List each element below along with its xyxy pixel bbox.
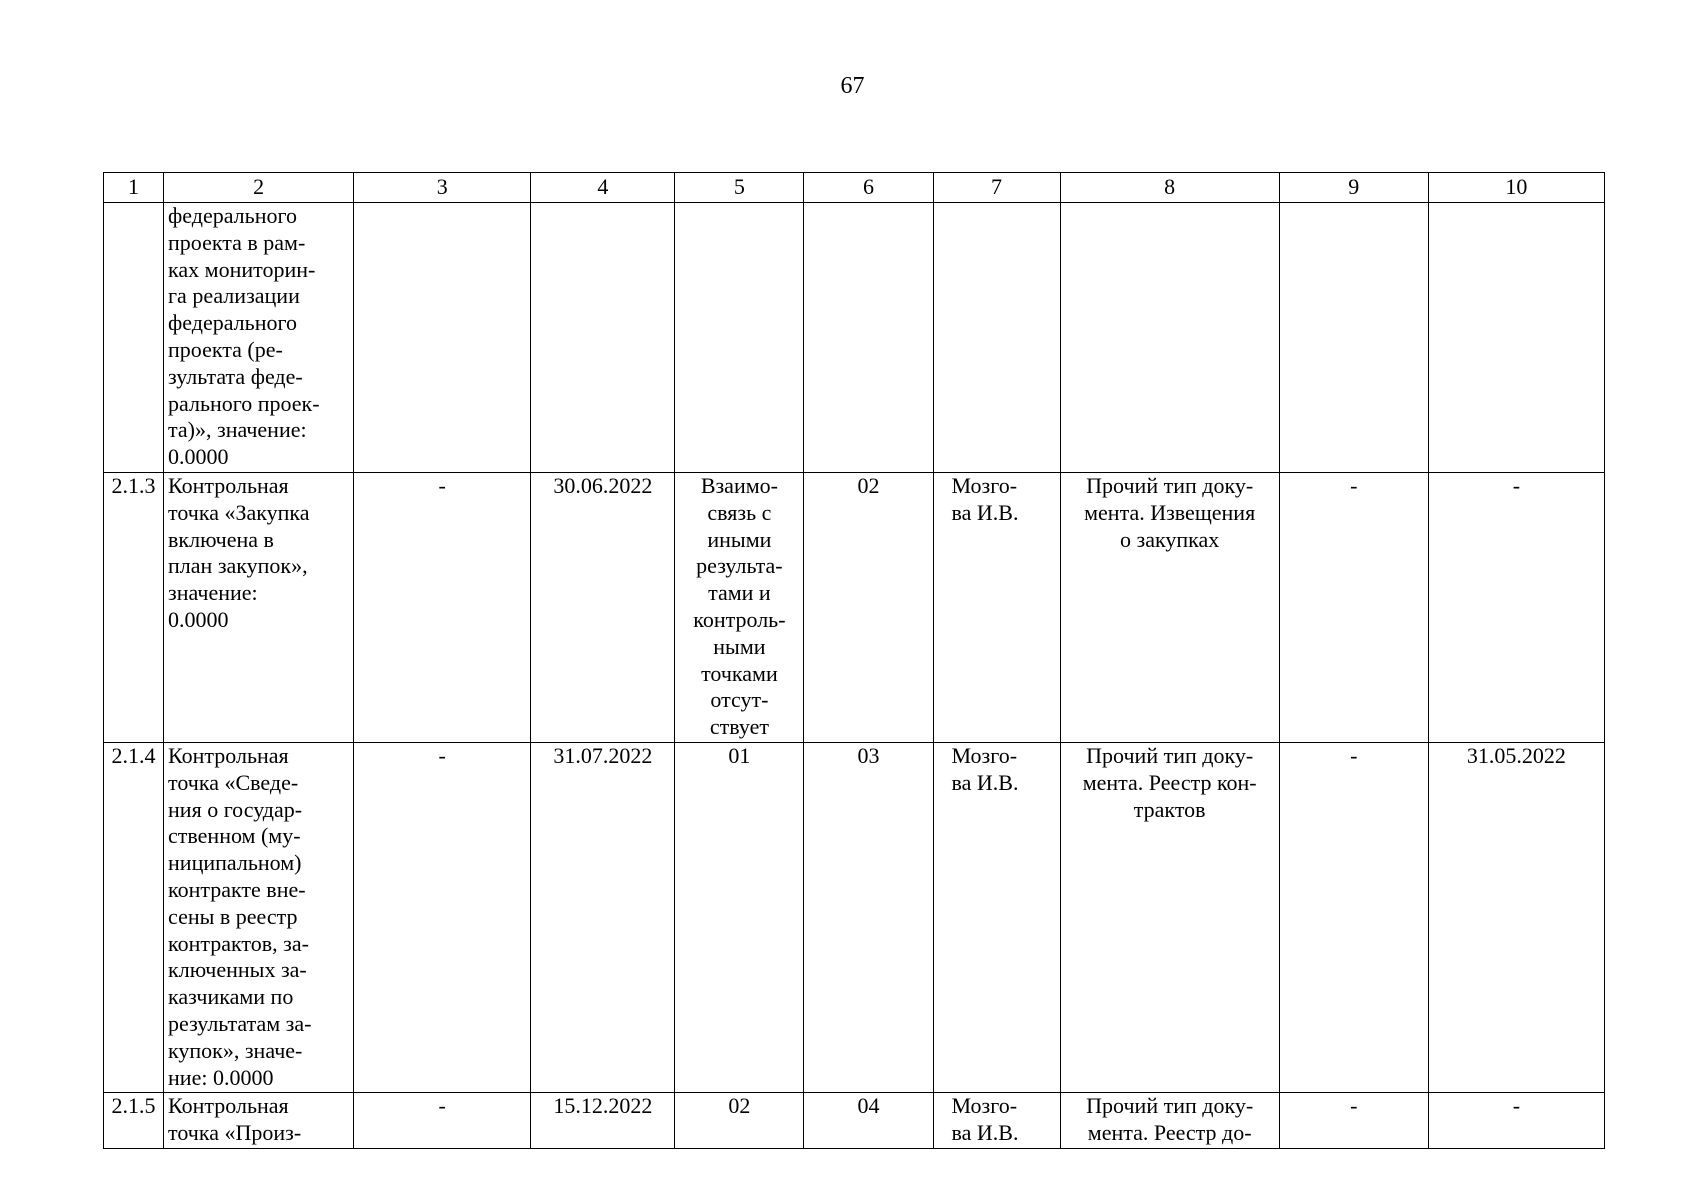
col9-value: - <box>1350 1093 1358 1118</box>
col10-cell <box>1428 203 1604 473</box>
responsible-cell <box>933 1093 1060 1149</box>
document-cell <box>1060 473 1279 743</box>
column-header-9: 9 <box>1279 173 1428 203</box>
col3-value: - <box>438 743 446 768</box>
relation-cell <box>675 743 804 1093</box>
row-number-cell <box>104 473 164 743</box>
responsible-cell <box>933 473 1060 743</box>
date-value: 31.07.2022 <box>553 743 653 768</box>
col10-cell <box>1428 473 1604 743</box>
row-number-cell <box>104 203 164 473</box>
col3-cell <box>354 743 531 1093</box>
column-header-7: 7 <box>933 173 1060 203</box>
row-number-cell <box>104 1093 164 1149</box>
row-number: 2.1.3 <box>111 473 156 498</box>
relation-value: 01 <box>728 743 751 768</box>
responsible-value: Мозго- ва И.В. <box>951 1093 1019 1145</box>
date-cell <box>531 203 675 473</box>
responsible-cell <box>933 203 1060 473</box>
code-value: 03 <box>857 743 880 768</box>
column-header-5: 5 <box>675 173 804 203</box>
row-number-cell <box>104 743 164 1093</box>
col9-cell <box>1279 743 1428 1093</box>
document-type: Прочий тип доку- мента. Реестр до- <box>1086 1093 1254 1145</box>
column-header-4: 4 <box>531 173 675 203</box>
relation-value: 02 <box>728 1093 751 1118</box>
code-value: 02 <box>857 473 880 498</box>
document-cell <box>1060 203 1279 473</box>
column-header-10: 10 <box>1428 173 1604 203</box>
relation-cell <box>675 1093 804 1149</box>
name-cell <box>164 743 354 1093</box>
document-type: Прочий тип доку- мента. Извещения о закупках <box>1084 473 1256 552</box>
col9-cell <box>1279 203 1428 473</box>
relation-cell <box>675 473 804 743</box>
code-cell <box>804 203 933 473</box>
col3-value: - <box>438 473 446 498</box>
table-row <box>104 473 1605 743</box>
table-row <box>104 203 1605 473</box>
name-cell <box>164 1093 354 1149</box>
document-type: Прочий тип доку- мента. Реестр кон- трактов <box>1082 743 1257 822</box>
name-cell <box>164 203 354 473</box>
control-point-name: Контрольная точка «Произ- <box>168 1093 302 1145</box>
control-points-table <box>103 172 1605 1149</box>
document-cell <box>1060 1093 1279 1149</box>
col10-value: - <box>1512 1093 1521 1118</box>
col9-value: - <box>1350 473 1358 498</box>
column-header-1: 1 <box>104 173 164 203</box>
column-header-2: 2 <box>164 173 354 203</box>
col3-cell <box>354 203 531 473</box>
row-number: 2.1.5 <box>111 1093 156 1118</box>
name-cell <box>164 473 354 743</box>
table-row <box>104 1093 1605 1149</box>
column-header-6: 6 <box>804 173 933 203</box>
col3-value: - <box>438 1093 446 1118</box>
col10-cell <box>1428 1093 1604 1149</box>
responsible-value: Мозго- ва И.В. <box>951 473 1019 525</box>
date-cell <box>531 743 675 1093</box>
column-header-8: 8 <box>1060 173 1279 203</box>
control-point-name: Контрольная точка «Сведе- ния о государ- ственном (му- ниципальном) контракте вне- сены в реестр контрактов, за- ключенных за- казчиками по результатам за- купок», значе- ние: 0.0000 <box>168 743 312 1090</box>
col9-cell <box>1279 1093 1428 1149</box>
code-value: 04 <box>857 1093 880 1118</box>
responsible-cell <box>933 743 1060 1093</box>
column-header-3: 3 <box>354 173 531 203</box>
col3-cell <box>354 1093 531 1149</box>
table-row <box>104 743 1605 1093</box>
control-point-name: федерального проекта в рам- ках мониторин- га реализации федерального проекта (ре- зультата феде- рального проек- та)», значение: 0.0000 <box>168 203 320 470</box>
date-value: 15.12.2022 <box>553 1093 653 1118</box>
code-cell <box>804 473 933 743</box>
date-value: 30.06.2022 <box>553 473 653 498</box>
code-cell <box>804 743 933 1093</box>
header-row <box>104 173 1605 203</box>
col10-value: 31.05.2022 <box>1466 743 1566 768</box>
col10-value: - <box>1512 473 1521 498</box>
responsible-value: Мозго- ва И.В. <box>951 743 1019 795</box>
relation-value: Взаимо- связь с иными результа- тами и контроль- ными точками отсут- ствует <box>693 473 786 740</box>
col3-cell <box>354 473 531 743</box>
relation-cell <box>675 203 804 473</box>
date-cell <box>531 473 675 743</box>
col10-cell <box>1428 743 1604 1093</box>
row-number: 2.1.4 <box>111 743 156 768</box>
code-cell <box>804 1093 933 1149</box>
date-cell <box>531 1093 675 1149</box>
document-cell <box>1060 743 1279 1093</box>
col9-cell <box>1279 473 1428 743</box>
col9-value: - <box>1350 743 1358 768</box>
control-point-name: Контрольная точка «Закупка включена в план закупок», значение: 0.0000 <box>168 473 310 632</box>
page-number: 67 <box>840 73 865 99</box>
